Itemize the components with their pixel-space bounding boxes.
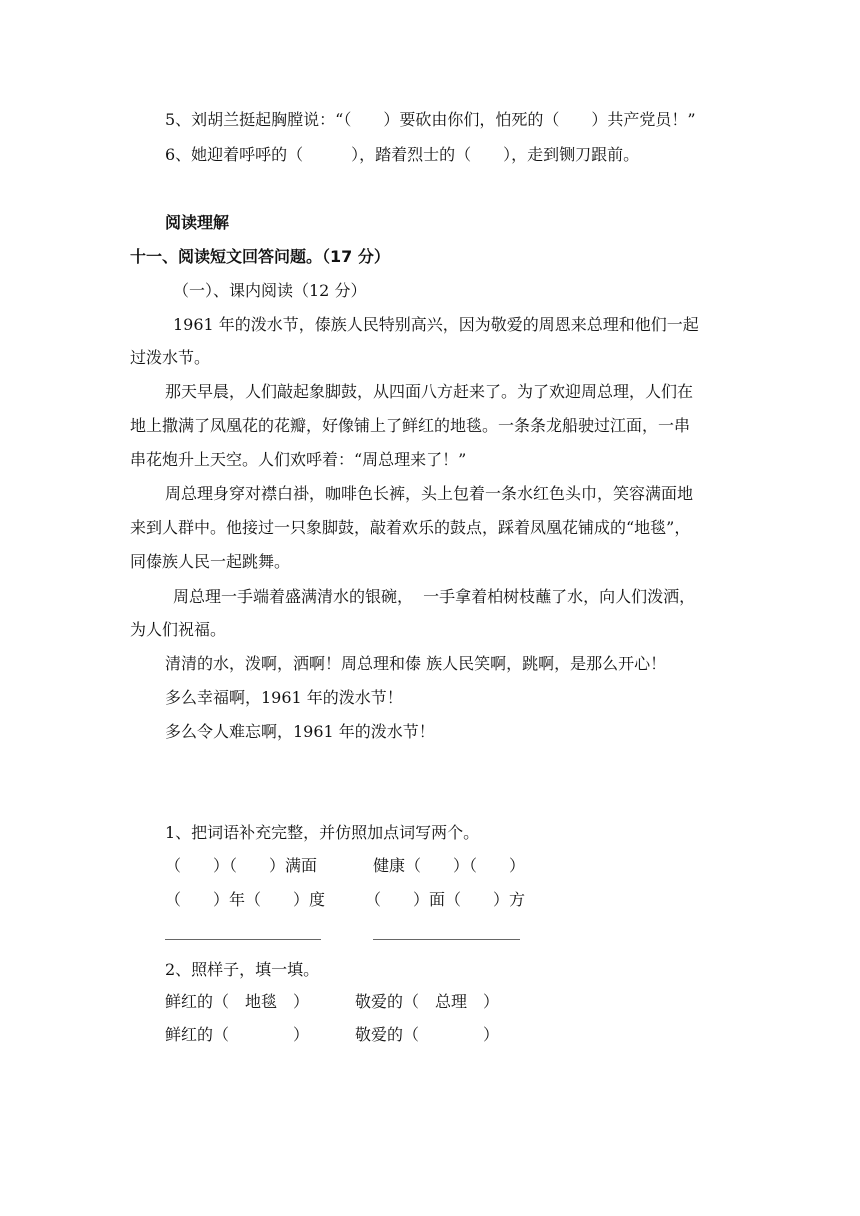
passage-line: 同傣族人民一起跳舞。	[130, 552, 291, 571]
passage-line: 来到人群中。他接过一只象脚鼓，敲着欢乐的鼓点，踩着凤凰花铺成的“地毯”，	[130, 518, 691, 537]
passage-line: 多么令人难忘啊，1961 年的泼水节！	[165, 722, 435, 741]
question-1-row2-right: （ ）面（ ）方	[365, 890, 526, 909]
passage-line: 周总理身穿对襟白褂，咖啡色长裤，头上包着一条水红色头巾，笑容满面地	[165, 484, 694, 503]
reading-sub-heading: （一）、课内阅读（12 分）	[173, 281, 367, 300]
passage-line: 1961 年的泼水节，傣族人民特别高兴，因为敬爱的周恩来总理和他们一起	[173, 315, 699, 334]
question-2-example-right: 敬爱的（ 总理 ）	[355, 992, 500, 1011]
answer-line	[165, 939, 321, 940]
passage-line: 为人们祝福。	[130, 620, 227, 639]
question-2-blank-left: 鲜红的（ ）	[165, 1025, 310, 1044]
passage-line: 地上撒满了凤凰花的花瓣，好像铺上了鲜红的地毯。一条条龙船驶过江面，一串	[130, 416, 691, 435]
passage-line: 清清的水，泼啊，洒啊！周总理和傣 族人民笑啊，跳啊，是那么开心！	[165, 654, 667, 673]
answer-line	[373, 939, 520, 940]
reading-heading: 十一、阅读短文回答问题。（17 分）	[130, 247, 390, 266]
question-1-row2-left: （ ）年（ ）度	[165, 890, 326, 909]
passage-line: 串花炮升上天空。人们欢呼着：“周总理来了！”	[130, 450, 467, 469]
question-2-example-left: 鲜红的（ 地毯 ）	[165, 992, 310, 1011]
passage-line: 周总理一手端着盛满清水的银碗， 一手拿着柏树枝蘸了水，向人们泼洒，	[173, 587, 696, 606]
passage-line: 那天早晨，人们敲起象脚鼓，从四面八方赶来了。为了欢迎周总理，人们在	[165, 382, 694, 401]
question-2-blank-right: 敬爱的（ ）	[355, 1025, 500, 1044]
passage-line: 过泼水节。	[130, 348, 211, 367]
question-5: 5、刘胡兰挺起胸膛说：“（ ）要砍由你们，怕死的（ ）共产党员！”	[165, 110, 696, 129]
question-6: 6、她迎着呼呼的（ ），踏着烈士的（ ），走到铡刀跟前。	[165, 145, 640, 164]
section-title: 阅读理解	[165, 213, 230, 232]
question-1-prompt: 1、把词语补充完整，并仿照加点词写两个。	[165, 823, 480, 842]
question-2-prompt: 2、照样子，填一填。	[165, 960, 320, 979]
question-1-row1-left: （ ）（ ）满面	[165, 856, 318, 875]
question-1-row1-right: 健康（ ）（ ）	[373, 856, 526, 875]
passage-line: 多么幸福啊，1961 年的泼水节！	[165, 688, 403, 707]
